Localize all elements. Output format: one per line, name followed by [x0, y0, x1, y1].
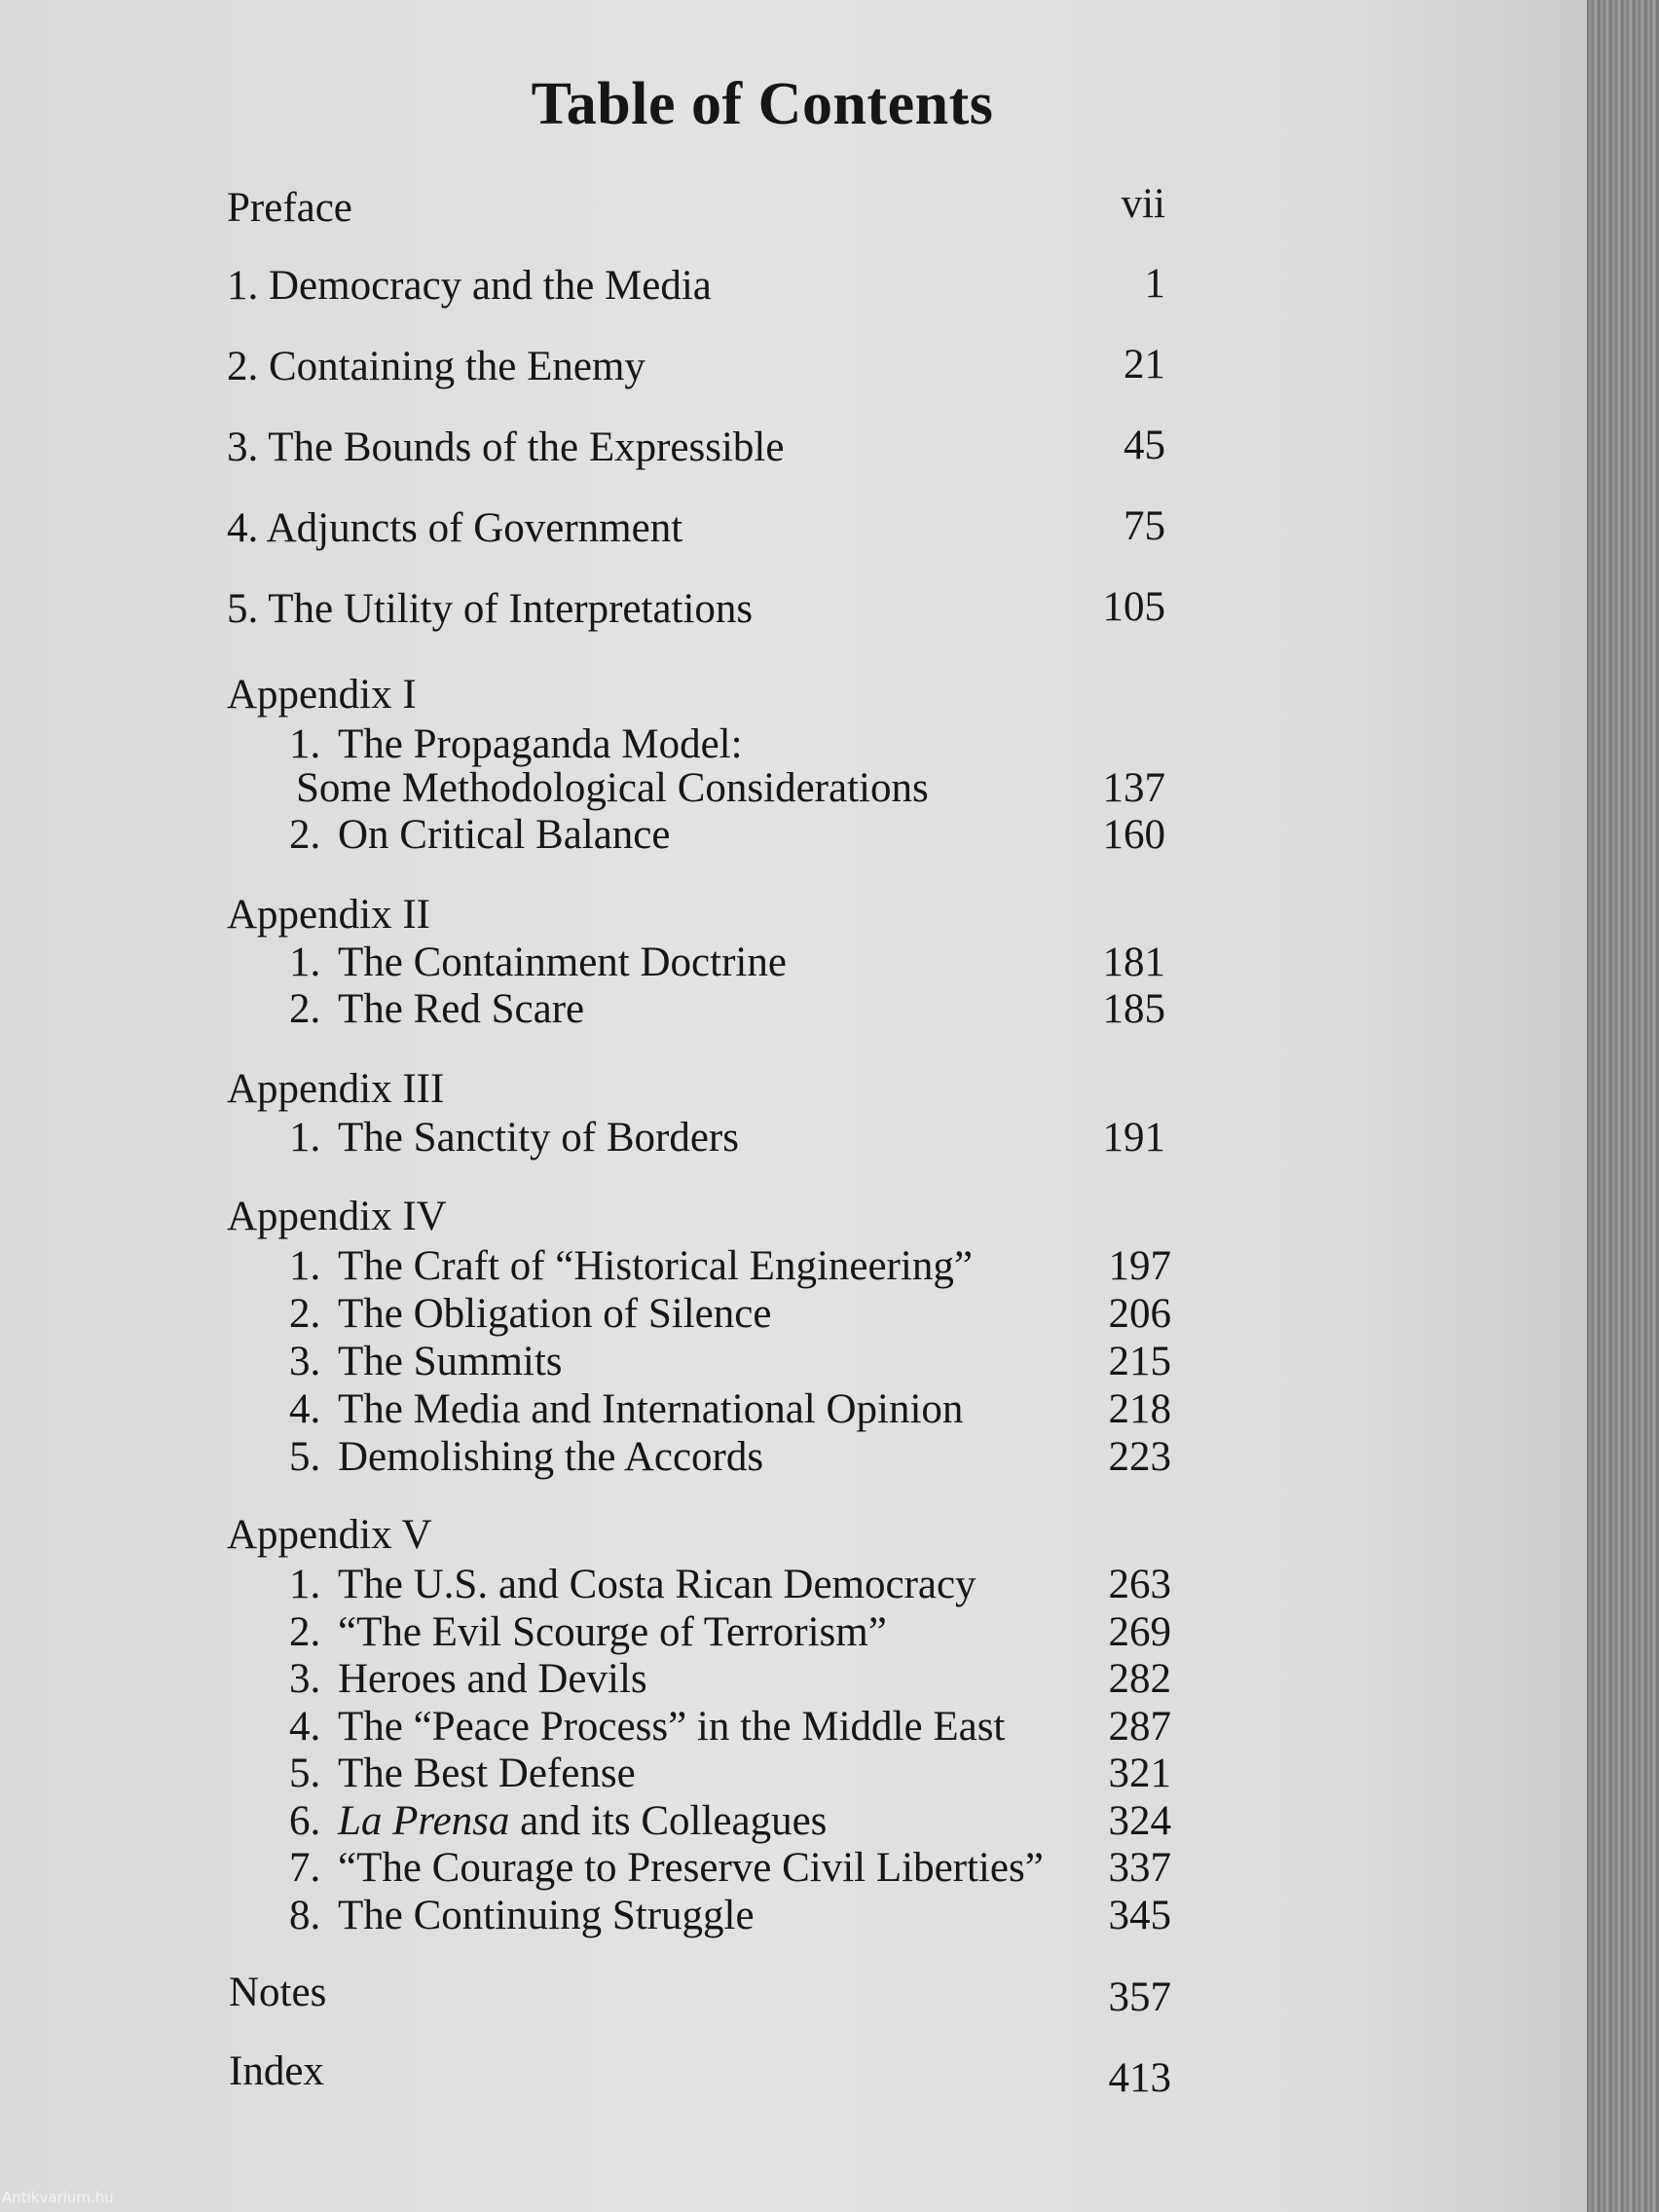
toc-entry-chapter-1: 1. Democracy and the Media	[227, 263, 712, 309]
toc-subentry: 2. The Red Scare	[289, 986, 585, 1032]
toc-page: 191	[1102, 1115, 1165, 1161]
toc-page-chapter-2: 21	[1124, 342, 1165, 387]
toc-subentry: 7. “The Courage to Preserve Civil Liberties”	[289, 1845, 1044, 1891]
toc-page: 324	[1108, 1798, 1171, 1844]
toc-page: 218	[1108, 1386, 1171, 1432]
toc-subentry: 1. The U.S. and Costa Rican Democracy	[289, 1562, 977, 1607]
toc-page: 263	[1108, 1562, 1171, 1607]
toc-page-chapter-3: 45	[1124, 423, 1165, 468]
toc-page: 282	[1108, 1656, 1171, 1702]
toc-subentry: 4. The Media and International Opinion	[289, 1386, 964, 1432]
toc-entry-notes: Notes	[229, 1970, 327, 2015]
toc-subentry: 1. The Propaganda Model:	[289, 721, 743, 767]
toc-subentry: 1. The Sanctity of Borders	[289, 1115, 739, 1161]
toc-page: 345	[1108, 1893, 1171, 1938]
toc-subentry: 4. The “Peace Process” in the Middle East	[289, 1704, 1006, 1750]
toc-page: 269	[1108, 1609, 1171, 1655]
toc-subentry: 8. The Continuing Struggle	[289, 1893, 755, 1938]
toc-page: 185	[1102, 986, 1165, 1032]
toc-page: 181	[1102, 940, 1165, 985]
toc-subentry: 5. Demolishing the Accords	[289, 1434, 764, 1480]
appendix-heading: Appendix IV	[227, 1194, 447, 1239]
toc-page: 206	[1108, 1291, 1171, 1337]
toc-page: 197	[1108, 1243, 1171, 1289]
toc-subentry: 2. On Critical Balance	[289, 812, 671, 858]
appendix-heading: Appendix III	[227, 1066, 445, 1112]
appendix-heading: Appendix V	[227, 1512, 432, 1558]
page-stack-edge	[1587, 0, 1659, 2212]
toc-subentry: 2. The Obligation of Silence	[289, 1291, 772, 1337]
appendix-heading: Appendix I	[227, 672, 417, 718]
toc-subentry: 5. The Best Defense	[289, 1751, 636, 1796]
toc-page: 337	[1108, 1845, 1171, 1891]
toc-entry-index: Index	[229, 2048, 324, 2094]
toc-subentry: 2. “The Evil Scourge of Terrorism”	[289, 1609, 887, 1655]
toc-entry-preface: Preface	[227, 185, 352, 231]
toc-subentry: 3. Heroes and Devils	[289, 1656, 647, 1702]
toc-entry-chapter-3: 3. The Bounds of the Expressible	[227, 424, 785, 470]
toc-subentry: 1. The Craft of “Historical Engineering”	[289, 1243, 973, 1289]
toc-subentry: 1. The Containment Doctrine	[289, 940, 787, 985]
toc-page: 160	[1102, 812, 1165, 858]
toc-entry-chapter-5: 5. The Utility of Interpretations	[227, 586, 754, 632]
toc-subentry-continuation: Some Methodological Considerations	[296, 765, 929, 811]
page-title: Table of Contents	[531, 71, 994, 137]
toc-page-preface: vii	[1121, 181, 1165, 227]
toc-page-chapter-5: 105	[1102, 584, 1165, 630]
toc-page: 321	[1108, 1751, 1171, 1796]
appendix-heading: Appendix II	[227, 892, 430, 938]
toc-page-chapter-4: 75	[1124, 503, 1165, 549]
toc-page: 215	[1108, 1339, 1171, 1384]
toc-page-notes: 357	[1108, 1974, 1171, 2020]
toc-entry-chapter-4: 4. Adjuncts of Government	[227, 505, 683, 551]
toc-subentry: 6. La Prensa and its Colleagues	[289, 1798, 828, 1844]
watermark: Antikvarium.hu	[2, 2189, 114, 2206]
toc-page: 287	[1108, 1704, 1171, 1750]
toc-page: 137	[1102, 765, 1165, 811]
toc-subentry: 3. The Summits	[289, 1339, 563, 1384]
toc-page-chapter-1: 1	[1144, 261, 1165, 307]
toc-entry-chapter-2: 2. Containing the Enemy	[227, 344, 645, 389]
toc-page-index: 413	[1108, 2055, 1171, 2101]
toc-page: 223	[1108, 1434, 1171, 1480]
